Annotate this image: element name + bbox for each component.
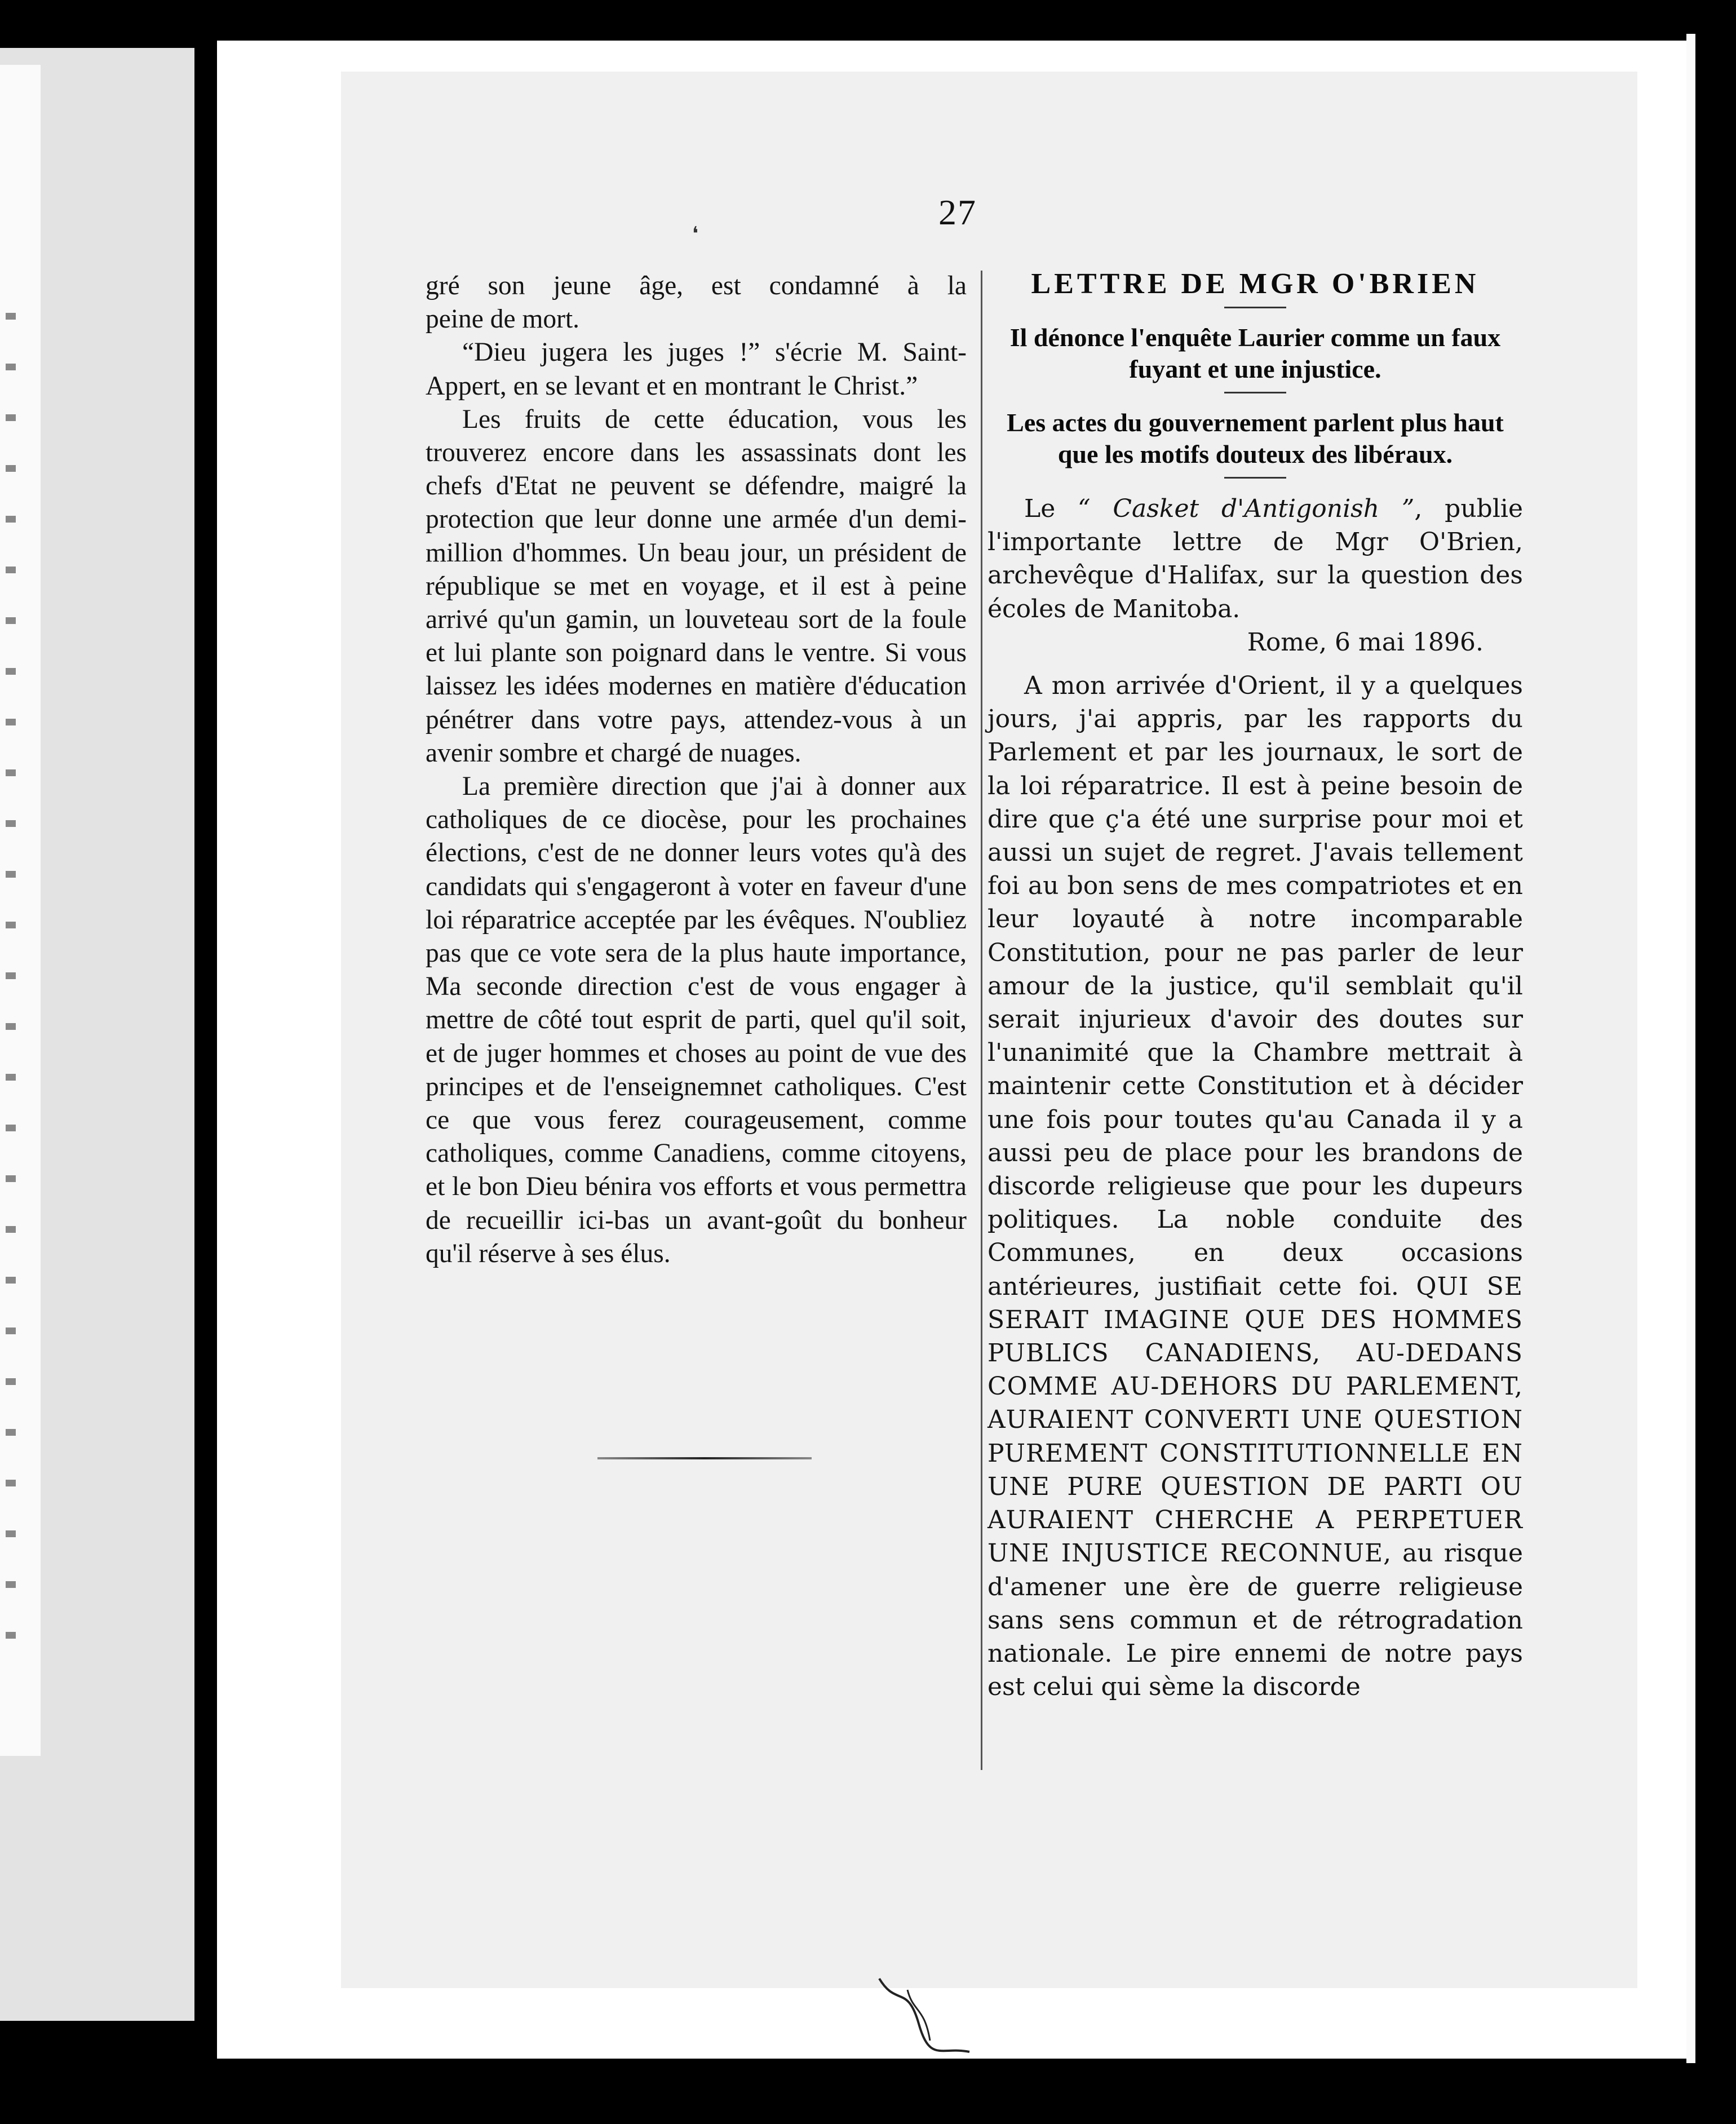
intro-prefix: Le [1024, 494, 1078, 523]
article-headline: LETTRE DE MGR O'BRIEN [1031, 268, 1480, 300]
dateline: Rome, 6 mai 1896. [1247, 627, 1483, 657]
letter-capitals: QUI SE SERAIT IMAGINE QUE DES HOMMES PUBLICS CANADIENS, AU-DEDANS COMME AU-DEHORS DU PARLEMENT, AURAIENT CONVERTI UNE QUESTION PUREMENT CONSTITUTIONNELLE EN UNE PURE QUESTION DE PARTI OU AURAIENT CHERCHE A PERPETUER UNE INJUSTICE RECONNUE, [987, 1272, 1523, 1568]
article-subhead: Il dénonce l'enquête Laurier comme un faux fuyant et une injustice. [1009, 323, 1501, 383]
bleed-through-text [6, 290, 16, 1643]
right-page-edge [1686, 34, 1695, 2063]
page-number: 27 [938, 192, 977, 232]
letter-body [987, 669, 1523, 1703]
article-subhead: Les actes du gouvernement parlent plus haut que les motifs douteux des libéraux. [1007, 408, 1504, 468]
column-divider [981, 271, 982, 1770]
intro-text: , publie l'importante lettre de Mgr O'Brien, archevêque d'Halifax, sur la question des écoles de Manitoba. [987, 494, 1524, 623]
right-column [987, 268, 1523, 1703]
left-paragraph: La première direction que j'ai à donner aux catholiques de ce diocèse, pour les prochaines élections, c'est de ne donner leurs votes qu'à des candidats qui s'engageront à voter en faveur d'une loi réparatrice acceptée par les évêques. N'oubliez pas que ce vote sera de la plus haute importance, Ma seconde direction c'est de vous engager à mettre de côté tout esprit de parti, quel qu'il soit, et de juger hommes et choses au point de vue des principes et de l'enseignemnet catholiques. C'est ce que vous ferez courageusement, comme catholiques, comme Canadiens, comme citoyens, et le bon Dieu bénira vos efforts et vous permettra de recueillir ici-bas un avant-goût du bonheur qu'il réserve à ses élus. [426, 772, 967, 1268]
ink-speck: ❛ [692, 224, 698, 245]
letter-text: au risque d'amener une ère de guerre religieuse sans sens commun et de rétrogradation nationale. Le pire ennemi de notre pays est celui qui sème la discorde [987, 1539, 1523, 1702]
adjacent-page-edge [0, 65, 41, 1756]
pencil-scribble [874, 1973, 975, 2057]
left-paragraph: Les fruits de cette éducation, vous les trouverez encore dans les assassinats dont les chefs d'Etat ne peuvent se défendre, maigré la protection que leur donne une armée d'un demi-million d'hommes. Un beau jour, un président de république se met en voyage, et il est à peine arrivé qu'un gamin, un louveteau sort de la foule et lui plante son poignard dans le ventre. Si vous laissez les idées modernes en matière d'éducation pénétrer dans votre pays, attendez-vous à un avenir sombre et chargé de nuages. [426, 404, 967, 768]
subhead-rule [1224, 392, 1286, 393]
intro-paragraph [987, 492, 1523, 626]
left-column [426, 269, 967, 1271]
newspaper-title: “ Casket d'Antigonish ” [1078, 494, 1415, 523]
subhead-rule [1224, 477, 1286, 479]
left-paragraph: gré son jeune âge, est condamné à la [426, 271, 967, 300]
left-paragraph: peine de mort. [426, 304, 580, 334]
left-paragraph: “Dieu jugera les juges !” s'écrie M. Saint-Appert, en se levant et en montrant le Christ.” [426, 338, 967, 401]
headline-rule [1224, 307, 1286, 308]
letter-text: A mon arrivée d'Orient, il y a quelques jours, j'ai appris, par les rapports du Parlement et par les journaux, le sort de la loi réparatrice. Il est à peine besoin de dire que ç'a été une surprise pour moi et aussi un sujet de regret. J'avais tellement foi au bon sens de mes compatriotes et en leur loyauté à notre incomparable Constitution, pour ne pas parler de leur amour de la justice, qu'il semblait qu'il serait injurieux d'avoir des doutes sur l'unanimité que la Chambre mettrait à maintenir cette Constitution et à décider une fois pour toutes qu'au Canada il y a aussi peu de place pour les brandons de discorde religieuse que pour les dupeurs politiques. La noble conduite des Communes, en deux occasions antérieures, justifiait cette foi. [987, 671, 1523, 1301]
article-end-rule [597, 1457, 812, 1459]
